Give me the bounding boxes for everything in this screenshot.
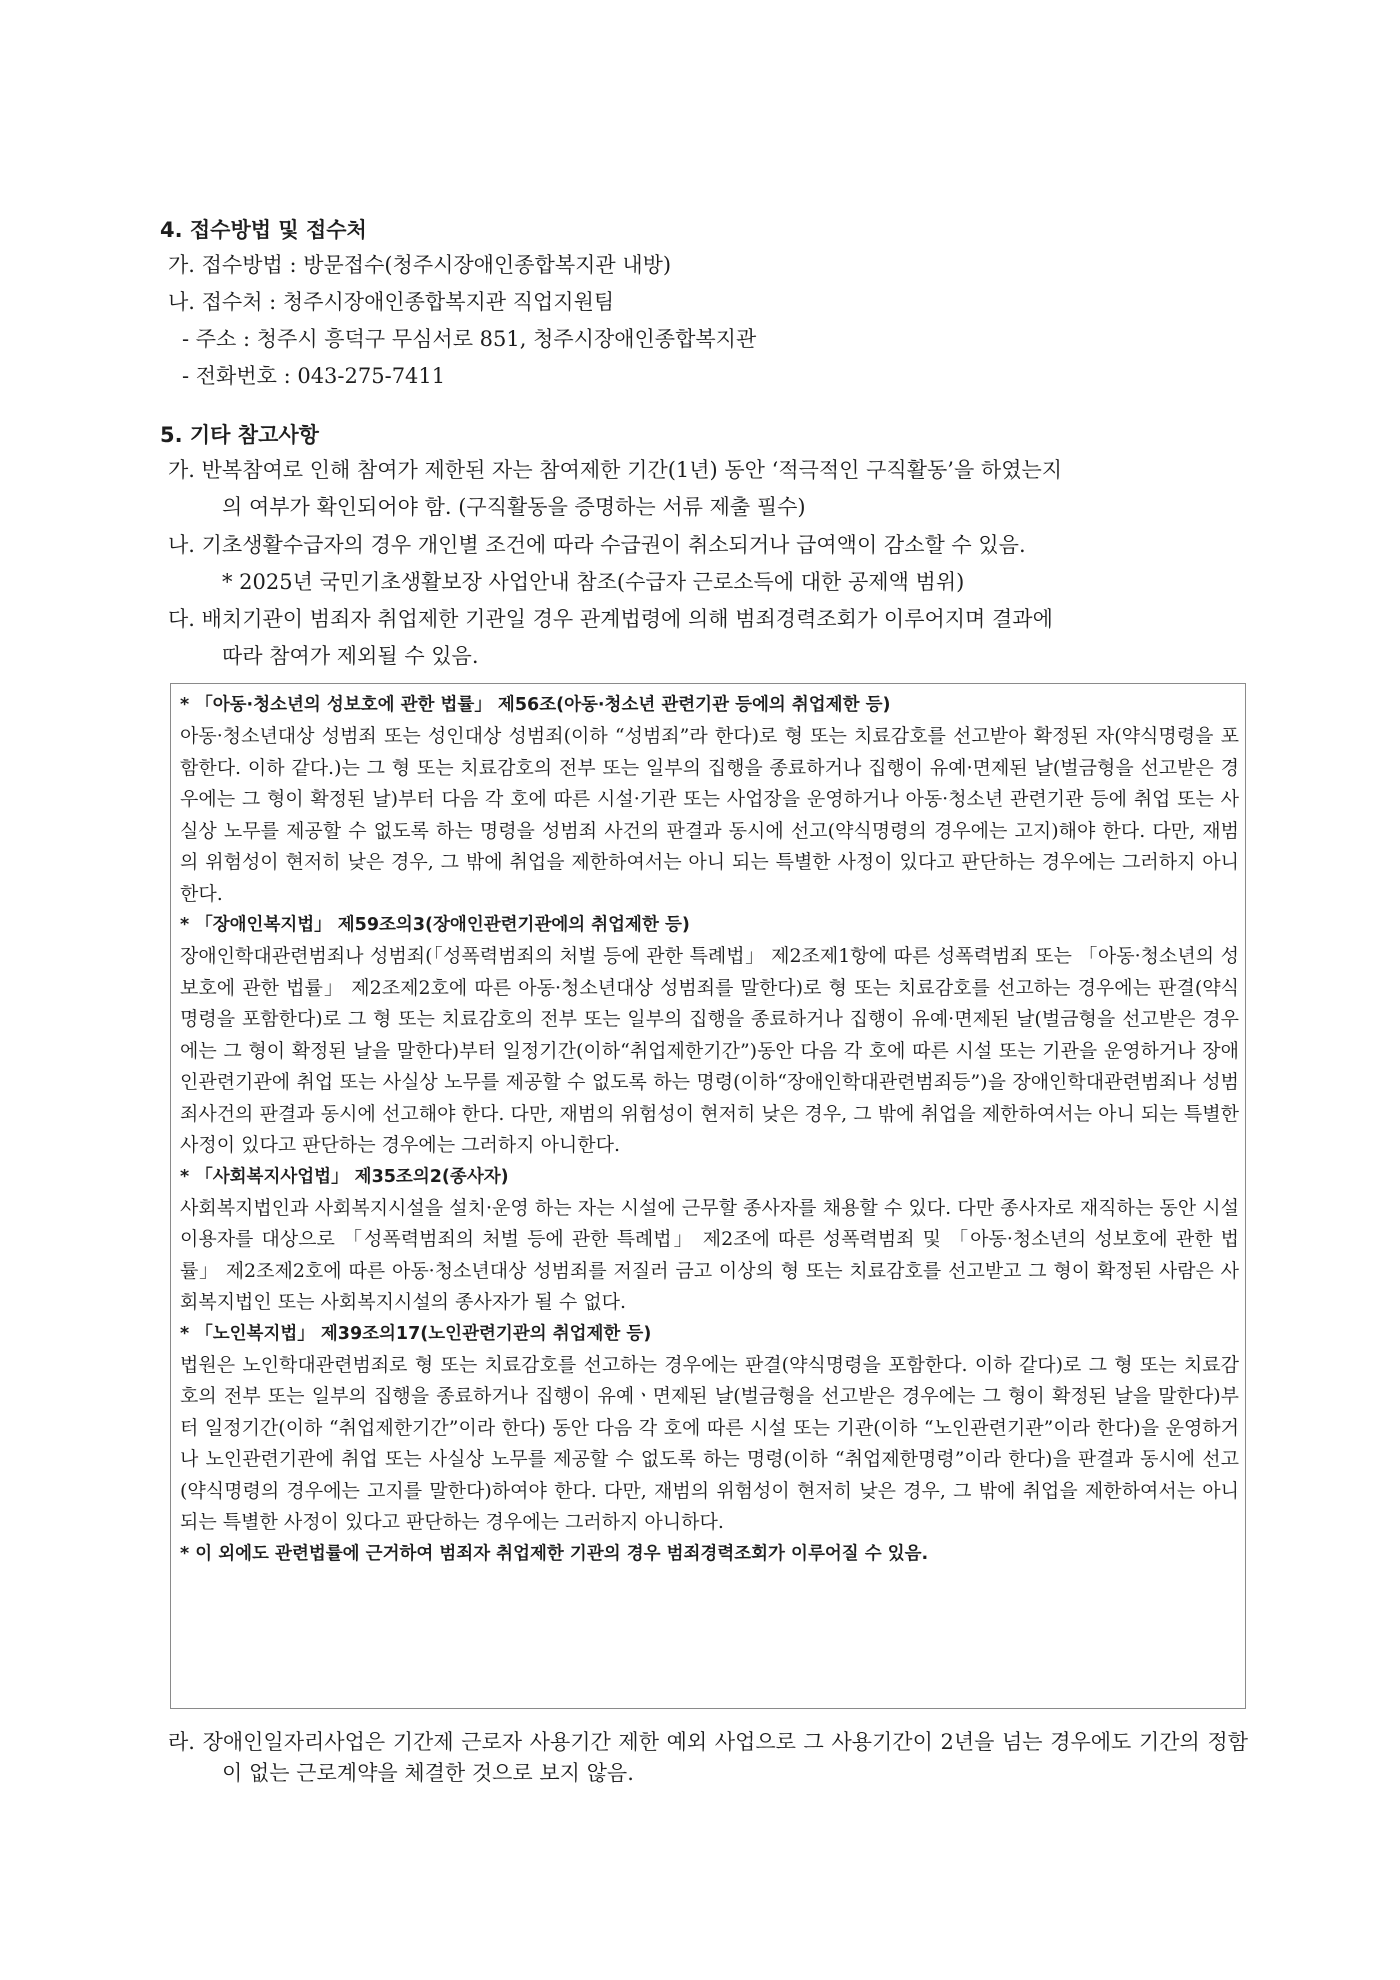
note-na: 나. 기초생활수급자의 경우 개인별 조건에 따라 수급권이 취소되거나 급여액이 감소할 수 있음. [168,533,1026,557]
note-da-line1: 다. 배치기관이 범죄자 취업제한 기관일 경우 관계법령에 의해 범죄경력조회가 이루어지며 결과에 [168,607,1053,631]
law1-text: 아동·청소년대상 성범죄 또는 성인대상 성범죄(이하 “성범죄”라 한다)로 형 또는 치료감호를 선고받아 확정된 자(약식명령을 포함한다. 이하 같다.)는 그 형 또는 치료감호의 전부 또는 일부의 집행을 종료하거나 집행이 유예·면제된 날(벌금형을 선고받은 경우에는 그 형이 확정된 날)부터 다음 각 호에 따른 시설·기관 또는 사업장을 운영하거나 아동·청소년 관련기관 등에 취업 또는 사실상 노무를 제공할 수 없도록 하는 명령을 성범죄 사건의 판결과 동시에 선고(약식명령의 경우에는 고지)해야 한다. 다만, 재범의 위험성이 현저히 낮은 경우, 그 밖에 취업을 제한하여서는 아니 되는 특별한 사정이 있다고 판단하는 경우에는 그러하지 아니한다. [180,725,1239,905]
office-phone: - 전화번호 : 043-275-7411 [182,364,446,388]
section-5-title: 5. 기타 참고사항 [160,423,319,447]
law3-text: 사회복지법인과 사회복지시설을 설치·운영 하는 자는 시설에 근무할 종사자를 채용할 수 있다. 다만 종사자로 재직하는 동안 시설이용자를 대상으로 「성폭력범죄의 처벌 등에 관한 특례법」 제2조에 따른 성폭력범죄 및 「아동·청소년의 성보호에 관한 법률」 제2조제2호에 따른 아동·청소년대상 성범죄를 저질러 금고 이상의 형 또는 치료감호를 선고받고 그 형이 확정된 사람은 사회복지법인 또는 사회복지시설의 종사자가 될 수 없다. [180,1196,1239,1313]
note-da-line2: 따라 참여가 제외될 수 있음. [222,644,479,668]
law2-title: * 「장애인복지법」 제59조의3(장애인관련기관에의 취업제한 등) [180,915,690,935]
law4-title: * 「노인복지법」 제39조의17(노인관련기관의 취업제한 등) [180,1323,652,1344]
section-4-title: 4. 접수방법 및 접수처 [160,218,367,242]
law-excerpt-box [170,683,1246,1709]
law3-title: * 「사회복지사업법」 제35조의2(종사자) [180,1166,509,1187]
note-ga-line1: 가. 반복참여로 인해 참여가 제한된 자는 참여제한 기간(1년) 동안 ‘적극적인 구직활동’을 하였는지 [168,458,1063,482]
law-closing-note: * 이 외에도 관련법률에 근거하여 범죄자 취업제한 기관의 경우 범죄경력조회가 이루어질 수 있음. [180,1543,929,1564]
reception-method: 가. 접수방법 : 방문접수(청주시장애인종합복지관 내방) [168,253,672,277]
reception-office: 나. 접수처 : 청주시장애인종합복지관 직업지원팀 [168,290,615,314]
law2-text: 장애인학대관련범죄나 성범죄(「성폭력범죄의 처벌 등에 관한 특례법」 제2조제1항에 따른 성폭력범죄 또는 「아동·청소년의 성보호에 관한 법률」 제2조제2호에 따른 아동·청소년대상 성범죄를 말한다)로 형 또는 치료감호를 선고하는 경우에는 판결(약식명령을 포함한다)로 그 형 또는 치료감호의 전부 또는 일부의 집행을 종료하거나 집행이 유예·면제된 날(벌금형을 선고받은 경우에는 그 형이 확정된 날을 말한다)부터 일정기간(이하“취업제한기간”)동안 다음 각 호에 따른 시설 또는 기관을 운영하거나 장애인관련기관에 취업 또는 사실상 노무를 제공할 수 없도록 하는 명령(이하“장애인학대관련범죄등”)을 장애인학대관련범죄나 성범죄사건의 판결과 동시에 선고해야 한다. 다만, 재범의 위험성이 현저히 낮은 경우, 그 밖에 취업을 제한하여서는 아니 되는 특별한 사정이 있다고 판단하는 경우에는 그러하지 아니한다. [180,945,1239,1156]
note-ga-line2: 의 여부가 확인되어야 함. (구직활동을 증명하는 서류 제출 필수) [222,495,806,519]
law4-text: 법원은 노인학대관련범죄로 형 또는 치료감호를 선고하는 경우에는 판결(약식명령을 포함한다. 이하 같다)로 그 형 또는 치료감호의 전부 또는 일부의 집행을 종료하거나 집행이 유예ㆍ면제된 날(벌금형을 선고받은 경우에는 그 형이 확정된 날을 말한다)부터 일정기간(이하 “취업제한기간”이라 한다) 동안 다음 각 호에 따른 시설 또는 기관(이하 “노인관련기관”이라 한다)을 운영하거나 노인관련기관에 취업 또는 사실상 노무를 제공할 수 없도록 하는 명령(이하 “취업제한명령”이라 한다)을 판결과 동시에 선고(약식명령의 경우에는 고지를 말한다)하여야 한다. 다만, 재범의 위험성이 현저히 낮은 경우, 그 밖에 취업을 제한하여서는 아니 되는 특별한 사정이 있다고 판단하는 경우에는 그러하지 아니하다. [180,1353,1239,1533]
note-na-reference: * 2025년 국민기초생활보장 사업안내 참조(수급자 근로소득에 대한 공제액 범위) [222,570,965,594]
office-address: - 주소 : 청주시 흥덕구 무심서로 851, 청주시장애인종합복지관 [182,327,757,351]
law1-title: * 「아동·청소년의 성보호에 관한 법률」 제56조(아동·청소년 관련기관 등에의 취업제한 등) [180,695,891,715]
note-ra: 라. 장애인일자리사업은 기간제 근로자 사용기간 제한 예외 사업으로 그 사용기간이 2년을 넘는 경우에도 기간의 정함이 없는 근로계약을 체결한 것으로 보지 않음. [168,1730,1248,1785]
